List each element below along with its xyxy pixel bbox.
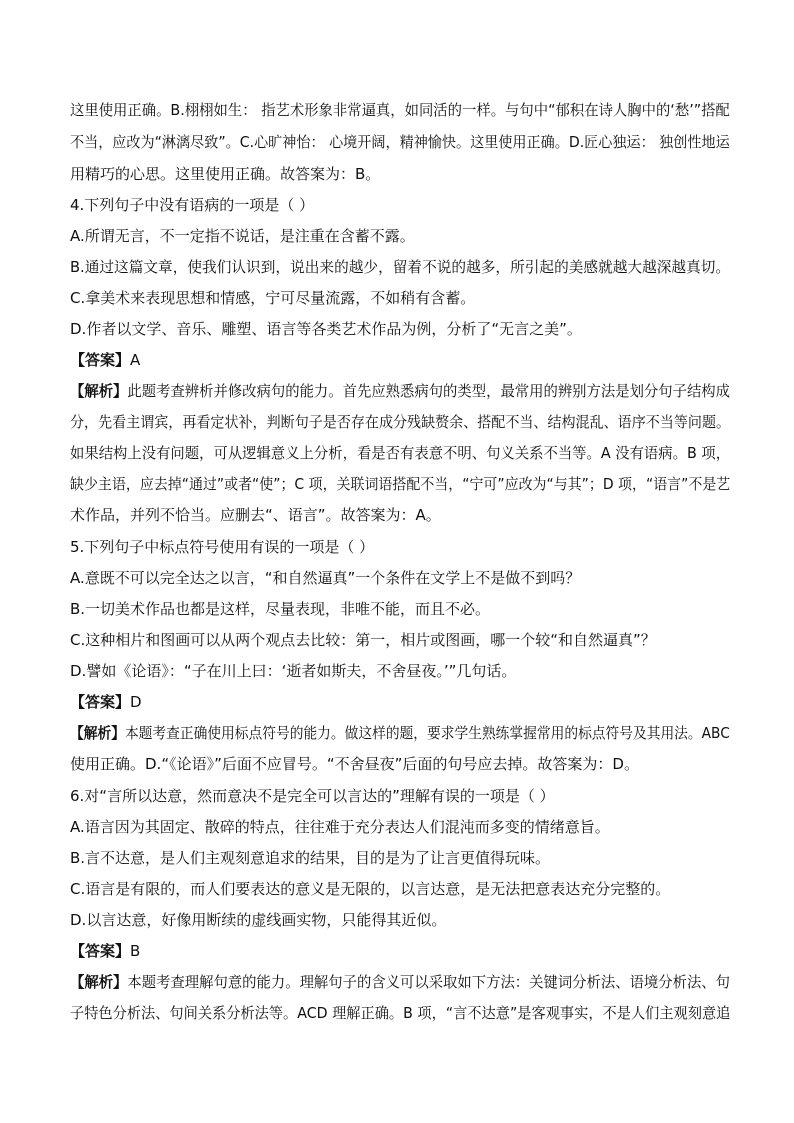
analysis-text: 本题考查理解句意的能力。理解句子的含义可以采取如下方法：关键词分析法、语境分析法、句 bbox=[127, 973, 731, 991]
question-5-option-b: B.一切美术作品也都是这样，尽量表现，非唯不能，而且不必。 bbox=[70, 600, 491, 618]
analysis-label: 【解析】 bbox=[70, 382, 128, 400]
answer-label: 【答案】 bbox=[70, 693, 131, 711]
text-line: 用精巧的心思。这里使用正确。故答案为：B。 bbox=[70, 165, 381, 183]
text-line: 术作品，并列不恰当。应删去“、语言”。故答案为：A。 bbox=[70, 506, 441, 524]
text-line: 不当，应改为“淋漓尽致”。C.心旷神怡： 心境开阔，精神愉快。这里使用正确。D.匠心独运： 独创性地运 bbox=[70, 133, 730, 151]
text-line: 使用正确。D.“《论语》”后面不应冒号。“不舍昼夜”后面的句号应去掉。故答案为：D。 bbox=[70, 755, 639, 773]
answer-value: B bbox=[130, 942, 141, 960]
text-line: 这里使用正确。B.栩栩如生： 指艺术形象非常逼真，如同活的一样。与句中“郁积在诗人胸中的‘愁’”搭配 bbox=[70, 101, 730, 119]
question-4-analysis bbox=[70, 381, 731, 401]
question-6-option-c: C.语言是有限的，而人们要表达的意义是无限的，以言达意，是无法把意表达充分完整的。 bbox=[70, 880, 671, 898]
question-5-stem: 5.下列句子中标点符号使用有误的一项是（ ） bbox=[70, 538, 375, 556]
question-6-stem: 6.对“言所以达意，然而意决不是完全可以言达的”理解有误的一项是（ ） bbox=[70, 787, 555, 805]
question-6-option-d: D.以言达意，好像用断续的虚线画实物，只能得其近似。 bbox=[70, 911, 447, 929]
analysis-text: 此题考查辨析并修改病句的能力。首先应熟悉病句的类型，最常用的辨别方法是划分句子结构成 bbox=[127, 382, 731, 400]
text-line: 如果结构上没有问题，可从逻辑意义上分析，看是否有表意不明、句义关系不当等。A 没有语病。B 项， bbox=[70, 444, 731, 462]
answer-label: 【答案】 bbox=[70, 942, 131, 960]
question-5-option-a: A.意既不可以完全达之以言，“和自然逼真”一个条件在文学上不是做不到吗？ bbox=[70, 569, 581, 587]
text-line: 子特色分析法、句间关系分析法等。ACD 理解正确。B 项，“言不达意”是客观事实，不是人们主观刻意追 bbox=[70, 1004, 731, 1022]
text-line: 分，先看主谓宾，再看定状补，判断句子是否存在成分残缺赘余、搭配不当、结构混乱、语序不当等问题。 bbox=[70, 413, 731, 431]
question-6-option-b: B.言不达意，是人们主观刻意追求的结果，目的是为了让言更值得玩味。 bbox=[70, 849, 551, 867]
question-5-analysis bbox=[70, 723, 730, 743]
question-6-analysis bbox=[70, 972, 731, 992]
question-4-option-c: C.拿美术来表现思想和情感，宁可尽量流露，不如稍有含蓄。 bbox=[70, 289, 476, 307]
question-5-answer bbox=[70, 692, 730, 712]
text-line: 缺少主语，应去掉“通过”或者“使”；C 项，关联词语搭配不当，“宁可”应改为“与其”；D 项，“语言”不是艺 bbox=[70, 475, 731, 493]
answer-value: D bbox=[130, 693, 142, 711]
question-6-answer bbox=[70, 941, 730, 961]
question-6-option-a: A.语言因为其固定、散碎的特点，往往难于充分表达人们混沌而多变的情绪意旨。 bbox=[70, 818, 610, 836]
analysis-text: 本题考查正确使用标点符号的能力。做这样的题，要求学生熟练掌握常用的标点符号及其用法。ABC bbox=[124, 724, 730, 742]
question-4-stem: 4.下列句子中没有语病的一项是（ ） bbox=[70, 196, 315, 214]
question-5-option-d: D.譬如《论语》：“子在川上曰：‘逝者如斯夫，不舍昼夜。’”几句话。 bbox=[70, 662, 517, 680]
question-4-option-b: B.通过这篇文章，使我们认识到，说出来的越少，留着不说的越多，所引起的美感就越大越深越真切。 bbox=[70, 258, 731, 276]
answer-label: 【答案】 bbox=[70, 351, 131, 369]
question-4-answer bbox=[70, 350, 730, 370]
question-4-option-a: A.所谓无言，不一定指不说话，是注重在含蓄不露。 bbox=[70, 227, 415, 245]
question-4-option-d: D.作者以文学、音乐、雕塑、语言等各类艺术作品为例，分析了“无言之美”。 bbox=[70, 320, 582, 338]
analysis-label: 【解析】 bbox=[70, 973, 128, 991]
analysis-label: 【解析】 bbox=[70, 724, 125, 742]
answer-value: A bbox=[130, 351, 141, 369]
question-5-option-c: C.这种相片和图画可以从两个观点去比较：第一，相片或图画，哪一个较“和自然逼真”？ bbox=[70, 631, 656, 649]
